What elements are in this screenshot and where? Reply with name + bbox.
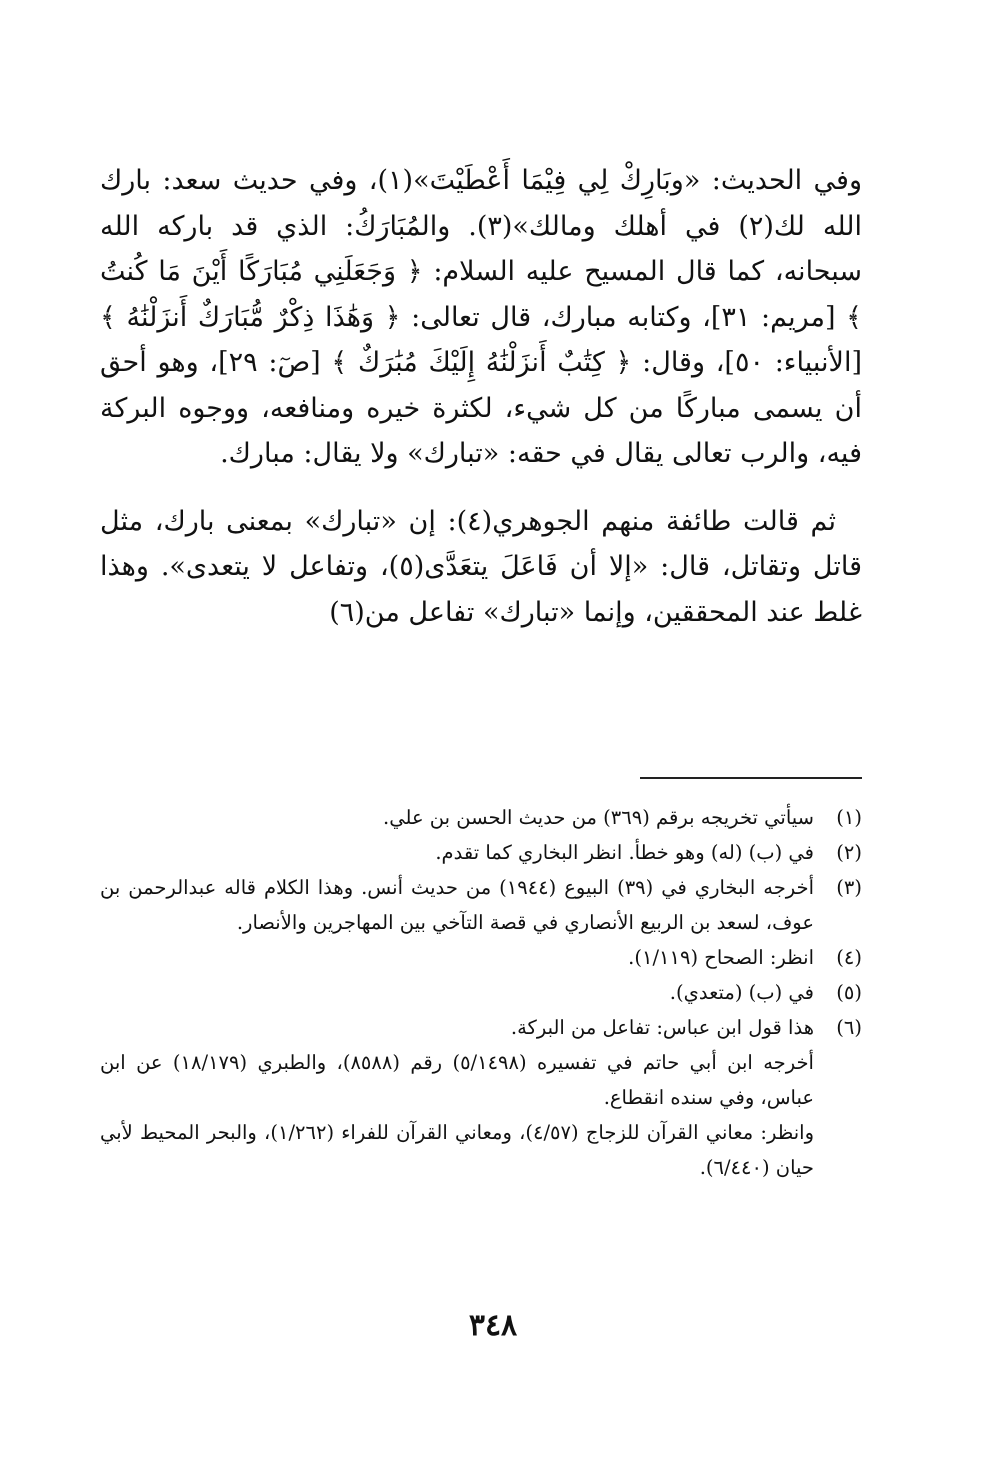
footnote-1 [100,800,862,835]
main-text [100,158,862,635]
footnotes [100,800,862,1185]
paragraph-1: وفي الحديث: «وبَارِكْ لِي فِيْمَا أَعْطَيْتَ»(١)، وفي حديث سعد: بارك الله لك(٢) في أهلك ومالك»(٣). والمُبَارَكُ: الذي قد باركه الله سبحانه، كما قال المسيح عليه السلام: ﴿ وَجَعَلَنِي مُبَارَكًا أَيْنَ مَا كُنتُ ﴾ [مريم: ٣١]، وكتابه مبارك، قال تعالى: ﴿ وَهَٰذَا ذِكْرٌ مُّبَارَكٌ أَنزَلْنَٰهُ ﴾ [الأنبياء: ٥٠]، وقال: ﴿ كِتَٰبٌ أَنزَلْنَٰهُ إِلَيْكَ مُبَٰرَكٌ ﴾ [صٓ: ٢٩]، وهو أحق أن يسمى مباركًا من كل شيء، لكثرة خيره ومنافعه، ووجوه البركة فيه، والرب تعالى يقال في حقه: «تبارك» ولا يقال: مبارك. [100,165,862,469]
footnote-number: (٦) [836,1016,862,1039]
footnote-number: (٤) [836,946,862,969]
footnote-text: انظر: الصحاح (١/١١٩). [628,946,814,969]
footnote-text: في (ب) (له) وهو خطأ. انظر البخاري كما تقدم. [435,841,814,864]
footnote-text: أخرجه البخاري في (٣٩) البيوع (١٩٤٤) من حديث أنس. وهذا الكلام قاله عبدالرحمن بن عوف، لسعد بن الربيع الأنصاري في قصة التآخي بين المهاجرين والأنصار. [100,876,814,934]
footnote-text: سيأتي تخريجه برقم (٣٦٩) من حديث الحسن بن علي. [383,806,814,829]
page-number: ٣٤٨ [468,1308,518,1343]
footnote-4 [100,940,862,975]
paragraph-2: ثم قالت طائفة منهم الجوهري(٤): إن «تبارك» بمعنى بارك، مثل قاتل وتقاتل، قال: «إلا أن فَاعَلَ يتعَدَّى(٥)، وتفاعل لا يتعدى». وهذا غلط عند المحققين، وإنما «تبارك» تفاعل من(٦) [100,505,862,628]
footnote-number: (٣) [836,876,862,899]
footnote-text: في (ب) (متعدي). [669,981,814,1004]
footnote-number: (٥) [836,981,862,1004]
footnote-separator [640,777,862,779]
footnote-2 [100,835,862,870]
footnote-6 [100,1010,862,1045]
footnote-number: (١) [836,806,862,829]
footnote-5 [100,975,862,1010]
footnote-6-continuation-2: وانظر: معاني القرآن للزجاج (٤/٥٧)، ومعاني القرآن للفراء (١/٢٦٢)، والبحر المحيط لأبي حيان (٦/٤٤٠). [100,1121,814,1179]
footnote-text: هذا قول ابن عباس: تفاعل من البركة. [510,1016,814,1039]
footnote-6-continuation-1: أخرجه ابن أبي حاتم في تفسيره (٥/١٤٩٨) رقم (٨٥٨٨)، والطبري (١٨/١٧٩) عن ابن عباس، وفي سنده انقطاع. [100,1051,814,1109]
footnote-number: (٢) [836,841,862,864]
footnote-3 [100,870,862,940]
